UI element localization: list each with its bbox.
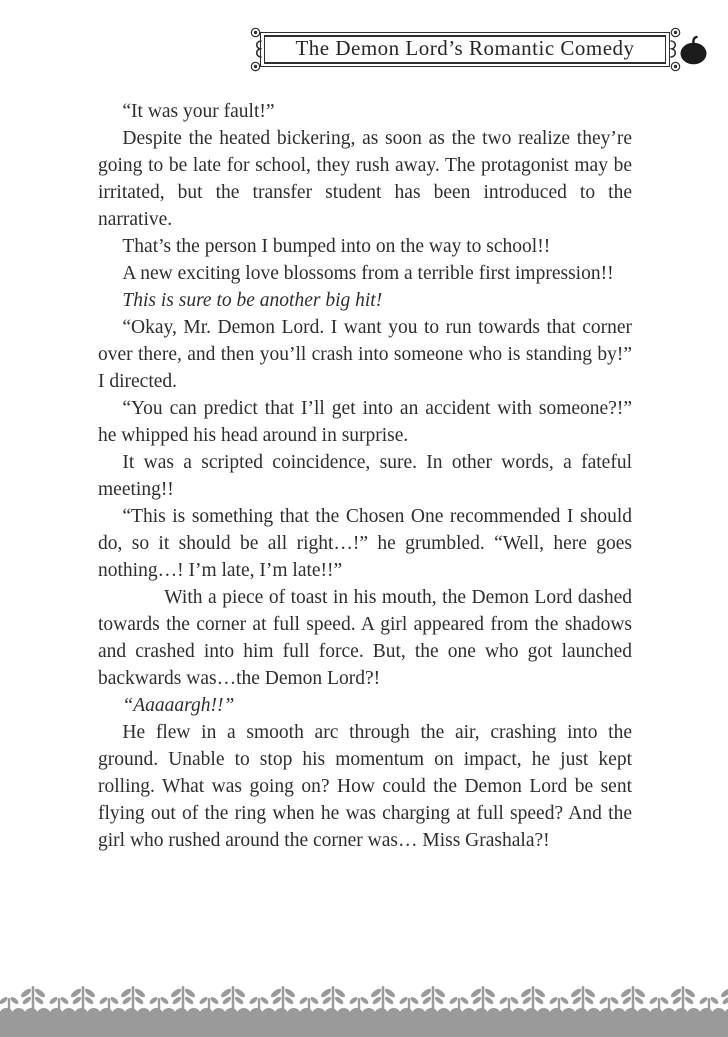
paragraph: “It was your fault!” — [122, 101, 275, 122]
curl-flourish-icon — [253, 40, 262, 58]
paragraph: With a piece of toast in his mouth, the Demon Lord dashed towards the corner at full speed. A girl appeared from the shadows and crashed into him full force. But, the one who got launched backwards was…the Demon Lord?! — [98, 587, 632, 689]
paragraph: “Okay, Mr. Demon Lord. I want you to run towards that corner over there, and then you’ll crash into someone who is standing by!” I directed. — [98, 317, 632, 392]
title-frame-inner — [264, 35, 666, 64]
paragraph: “You can predict that I’ll get into an accident with someone?!” he whipped his head around in surprise. — [98, 398, 632, 446]
spiral-circle-icon — [250, 61, 261, 72]
paragraph: It was a scripted coincidence, sure. In other words, a fateful meeting!! — [98, 452, 632, 500]
title-frame — [260, 32, 670, 67]
paragraph: That’s the person I bumped into on the way to school!! — [122, 236, 551, 257]
paragraph: A new exciting love blossoms from a terrible first impression!! — [122, 263, 614, 284]
paragraph: He flew in a smooth arc through the air, crashing into the ground. Unable to stop his momentum on impact, he just kept rolling. What was going on? How could the Demon Lord be sent flying out of the ring when he was charging at full speed? And the girl who rushed around the corner was… Miss Grashala?! — [98, 722, 632, 851]
paragraph: “This is something that the Chosen One recommended I should do, so it should be all right…!” he grumbled. “Well, here goes nothing…! I’m late, I’m late!!” — [98, 506, 632, 581]
spiral-circle-icon — [250, 27, 261, 38]
paragraph-scream: “Aaaaargh!!” — [122, 695, 235, 716]
apple-icon — [678, 35, 710, 66]
paragraph: Despite the heated bickering, as soon as the two realize they’re going to be late for school, they rush away. The protagonist may be irritated, but the transfer student has been introduced to the narrative. — [98, 128, 632, 230]
paragraph-inner-monologue: This is sure to be another big hit! — [122, 290, 383, 311]
sprout-border — [0, 983, 728, 1037]
page-title: The Demon Lord’s Romantic Comedy — [295, 36, 635, 60]
sprout-pattern — [0, 986, 728, 1037]
story-text — [98, 98, 632, 854]
